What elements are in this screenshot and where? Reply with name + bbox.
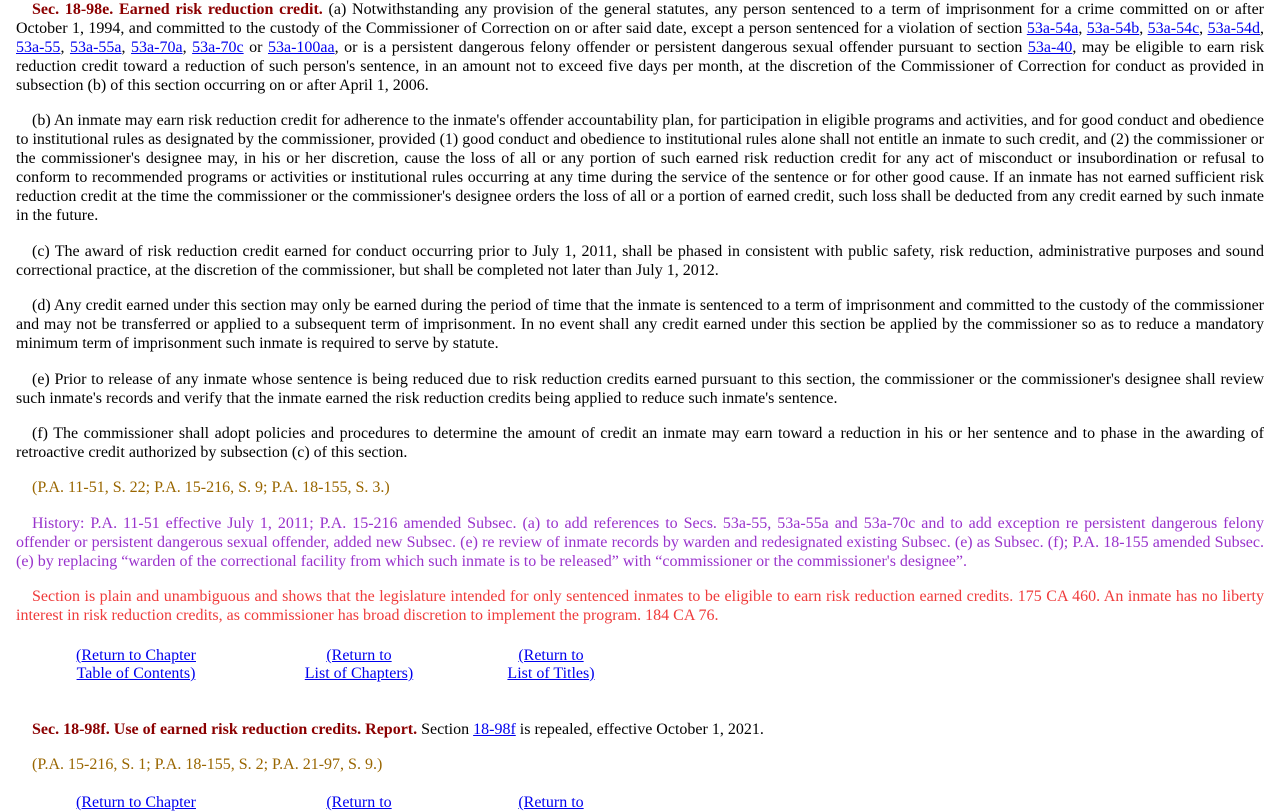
subsection-a-text-1: (a) Notwithstanding any provision of the general statutes, any person sentenced to a term of imprisonment for a crime committed on or after October 1, 1994, and committed to the custody of the Commissioner of Correction on or after said date, except a person sentenced for a violation of section (16, 1, 1264, 37)
nav-return-chapters[interactable] (264, 647, 454, 683)
link-53a-54d[interactable]: 53a-54d (1207, 20, 1261, 37)
return-to-chapter-toc-link[interactable] (76, 647, 196, 682)
link-53a-55a[interactable]: 53a-55a (69, 39, 122, 56)
return-to-list-of-chapters-link[interactable] (305, 647, 413, 682)
source-note-18-98f: (P.A. 15-216, S. 1; P.A. 18-155, S. 2; P.A. 21-97, S. 9.) (32, 756, 383, 773)
nav-return-titles[interactable] (456, 647, 646, 683)
return-to-chapter-toc-link-2[interactable]: (Return to Chapter (76, 794, 196, 811)
nav2-return-chapters[interactable] (264, 794, 454, 812)
link-53a-54c[interactable]: 53a-54c (1147, 20, 1200, 37)
return-toc-line2: Table of Contents) (76, 665, 196, 682)
section-18-98f-text-1: Section (417, 721, 474, 738)
link-18-98f[interactable]: 18-98f (473, 721, 516, 738)
section-heading-18-98e: Sec. 18-98e. Earned risk reduction credit. (32, 1, 323, 18)
link-53a-54a[interactable]: 53a-54a (1026, 20, 1079, 37)
subsection-a-text-2: , or is a persistent dangerous felony offender or persistent dangerous sexual offender pursuant to section (334, 39, 1028, 56)
return-chapters-line2: List of Chapters) (304, 665, 414, 682)
return-toc-line1: (Return to Chapter (76, 647, 196, 664)
return-to-list-of-titles-link[interactable] (507, 647, 594, 682)
link-53a-100aa[interactable]: 53a-100aa (268, 39, 335, 56)
section-18-98f-text-2: is repealed, effective October 1, 2021. (515, 721, 764, 738)
source-note-18-98e: (P.A. 11-51, S. 22; P.A. 15-216, S. 9; P.A. 18-155, S. 3.) (32, 479, 390, 496)
return-titles-line1: (Return to (518, 647, 584, 664)
subsection-e: (e) Prior to release of any inmate whose sentence is being reduced due to risk reduction credits earned pursuant to this section, the commissioner or the commissioner's designee shall review such inmate's records and verify that the inmate earned the risk reduction credits being applied to reduce such inmate's sentence. (16, 371, 1264, 407)
nav-return-toc[interactable] (41, 647, 231, 683)
return-titles-line2: List of Titles) (507, 665, 595, 682)
subsection-d: (d) Any credit earned under this section may only be earned during the period of time that the inmate is sentenced to a term of imprisonment and committed to the custody of the commissioner and may not be transferred or applied to a subsequent term of imprisonment. In no event shall any credit earned under this section be applied by the commissioner so as to reduce a mandatory minimum term of imprisonment such inmate is required to serve by statute. (16, 297, 1264, 352)
nav2-return-titles[interactable] (456, 794, 646, 812)
return-to-list-of-chapters-link-2[interactable]: (Return to (326, 794, 392, 811)
return-chapters-line1: (Return to (326, 647, 392, 664)
section-18-98f (16, 720, 1264, 739)
nav2-return-toc[interactable] (41, 794, 231, 812)
link-53a-55[interactable]: 53a-55 (16, 39, 61, 56)
annotation-18-98e: Section is plain and unambiguous and shows that the legislature intended for only sentenced inmates to be eligible to earn risk reduction earned credits. 175 CA 460. An inmate has no liberty interest in risk reduction credits, as commissioner has broad discretion to implement the program. 184 CA 76. (16, 588, 1264, 624)
subsection-a-or: or (243, 39, 268, 56)
subsection-b: (b) An inmate may earn risk reduction credit for adherence to the inmate's offender accountability plan, for participation in eligible programs and activities, and for good conduct and obedience to institutional rules as designated by the commissioner, provided (1) good conduct and obedience to institutional rules alone shall not entitle an inmate to such credit, and (2) the commissioner or the commissioner's designee may, in his or her discretion, cause the loss of all or any portion of such earned risk reduction credit for any act of misconduct or insubordination or refusal to conform to recommended programs or activities or institutional rules occurring at any time during the service of the sentence or for other good cause. If an inmate has not earned sufficient risk reduction credit at the time the commissioner or the commissioner's designee orders the loss of all or a portion of earned credit, such loss shall be deducted from any credit earned by such inmate in the future. (16, 112, 1264, 224)
link-53a-54b[interactable]: 53a-54b (1086, 20, 1140, 37)
subsection-a-text-3: , may be eligible to earn risk reduction credit toward a reduction of such person's sentence, in an amount not to exceed five days per month, at the discretion of the Commissioner of Correction for conduct as provided in subsection (b) of this section occurring on or after April 1, 2006. (16, 39, 1265, 94)
history-note-18-98e: History: P.A. 11-51 effective July 1, 2011; P.A. 15-216 amended Subsec. (a) to add references to Secs. 53a-55, 53a-55a and 53a-70c and to add exception re persistent dangerous felony offender or persistent dangerous sexual offender, added new Subsec. (e) re review of inmate records by warden and redesignated existing Subsec. (e) as Subsec. (f); P.A. 18-155 amended Subsec. (e) by replacing “warden of the correctional facility from which such inmate is to be released” with “commissioner or the commissioner's designee”. (16, 515, 1264, 570)
subsection-c: (c) The award of risk reduction credit earned for conduct occurring prior to July 1, 2011, shall be phased in consistent with public safety, risk reduction, administrative purposes and sound correctional practice, at the discretion of the commissioner, but shall be completed not later than July 1, 2012. (16, 243, 1264, 279)
link-53a-40[interactable]: 53a-40 (1027, 39, 1073, 56)
link-53a-70a[interactable]: 53a-70a (131, 39, 183, 56)
return-to-list-of-titles-link-2[interactable]: (Return to (518, 794, 584, 811)
subsection-f: (f) The commissioner shall adopt policies and procedures to determine the amount of credit an inmate may earn toward a reduction in his or her sentence and to phase in the awarding of retroactive credit authorized by subsection (c) of this section. (16, 425, 1264, 461)
subsection-a: Sec. 18-98e. Earned risk reduction credit. (a) Notwithstanding any provision of the general statutes, any person sentenced to a term of imprisonment for a crime committed on or after October 1, 1994, and committed to the custody of the Commissioner of Correction on or after said date, except a person sentenced for a violation of section 53a-54a, 53a-54b, 53a-54c, 53a-54d, 53a-55, 53a-55a, 53a-70a, 53a-70c or 53a-100aa, or is a persistent dangerous felony offender or persistent dangerous sexual offender pursuant to section 53a-40, may be eligible to earn risk reduction credit toward a reduction of such person's sentence, in an amount not to exceed five days per month, at the discretion of the Commissioner of Correction for conduct as provided in subsection (b) of this section occurring on or after April 1, 2006. (16, 1, 1265, 94)
link-53a-70c[interactable]: 53a-70c (192, 39, 244, 56)
section-heading-18-98f: Sec. 18-98f. Use of earned risk reduction credits. Report. (32, 721, 418, 738)
